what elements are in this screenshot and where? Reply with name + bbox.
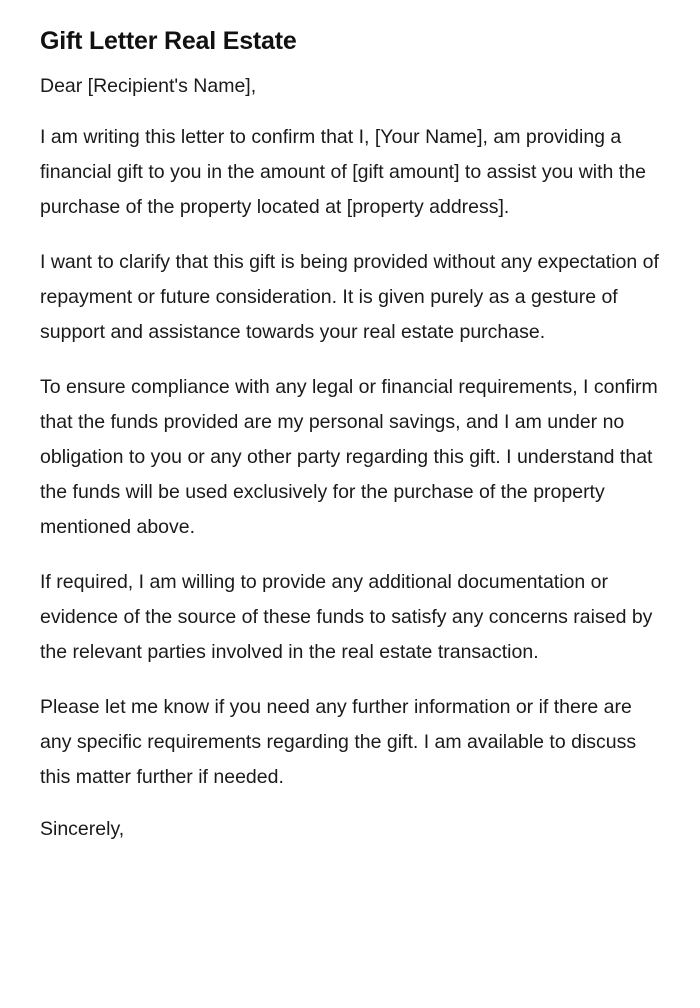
paragraph-no-repayment: I want to clarify that this gift is being provided without any expectation of repayment or future consideration. It is given purely as a gesture of support and assistance towards your real estate purchase. — [40, 251, 659, 343]
salutation: Dear [Recipient's Name], — [40, 75, 257, 97]
paragraph-compliance: To ensure compliance with any legal or financial requirements, I confirm that the funds provided are my personal savings, and I am under no obligation to you or any other party regarding this gift. I understand that the funds will be used exclusively for the purchase of the property mentioned above. — [40, 376, 658, 538]
paragraph-confirmation: I am writing this letter to confirm that I, [Your Name], am providing a financial gift to you in the amount of [gift amount] to assist you with the purchase of the property located at [property address]. — [40, 126, 646, 218]
page-title: Gift Letter Real Estate — [40, 27, 297, 55]
closing: Sincerely, — [40, 818, 125, 840]
paragraph-contact: Please let me know if you need any further information or if there are any specific requirements regarding the gift. I am available to discuss this matter further if needed. — [40, 696, 637, 788]
paragraph-documentation: If required, I am willing to provide any additional documentation or evidence of the source of these funds to satisfy any concerns raised by the relevant parties involved in the real estate transaction. — [40, 571, 653, 663]
